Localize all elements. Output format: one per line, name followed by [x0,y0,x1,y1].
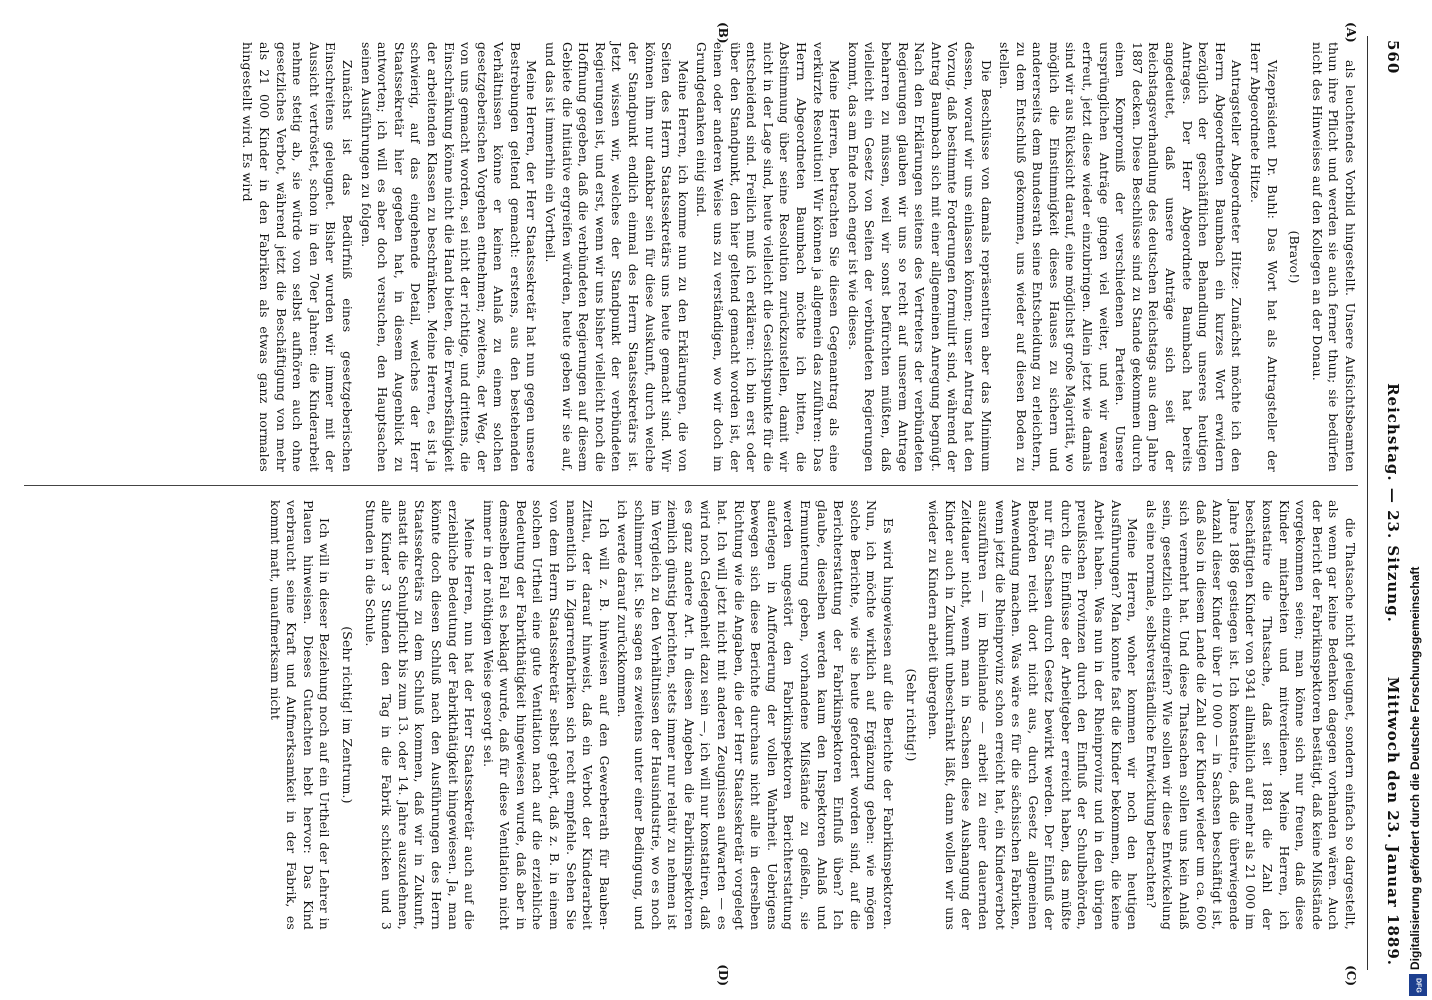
column-divider [24,485,1358,486]
dfg-logo: DFG [1409,974,1427,996]
digitization-credit [1406,0,1432,1000]
paragraph: Ich will z. B. hinweisen auf den Gewerberath für Bauben-Zittau, der darauf hinweist, daß ein Verbot der Kinderarbeit namentlich in Zigarrenfabriken sich recht empfehle. Sehen Sie von dem Herrn Staatssekretär selbst gehört, daß z. B. in einem solchen Urtheil eine gute Ventilation nach auf die erziehliche Bedeutung der Fabrikthätigkeit hingewiesen wurde, daß aber in demselben Fall es beklagt wurde, daß für diese Ventilation nicht immer in der nöthigen Weise gesorgt sei. [480,500,612,930]
interjection: (Sehr richtig! im Zentrum.) [339,626,355,804]
paragraph: als leuchtendes Vorbild hingestellt. Unsere Aufsichtsbeamten thun ihre Pflicht und werden sie auch ferner thun; sie bedürfen nicht des Hinweises auf den Kollegen an der Donau. [1309,42,1358,472]
paragraph: Meine Herren, nun hat der Herr Staatssekretär auch auf die erziehliche Bedeutung der Fabrikthätigkeit hingewiesen. Ja, man könnte doch diesen Schluß nach den Ausführungen des Herrn Staatssekretärs zu dem Schluß kommen, daß wir in Zukunft, anstatt die Schulpflicht bis zum 13. oder 14. Jahre auszudehnen, alle Kinder 3 Stunden den Tag in die Fabrik schicken und 3 Stunden in die Schule. [362,500,478,930]
credit-text: Digitalisierung gefördert durch die Deutsche Forschungsgemeinschaft [1408,566,1422,970]
paragraph: Meine Herren, ich komme nun zu den Erklärungen, die von Seiten des Herrn Staatssekretärs uns heute gemacht sind. Wir können ihm nur dankbar sein für diese Auskunft, durch welche der Standpunkt endlich einmal des Herrn Staatssekretärs ist. Jetzt wissen wir, welches der Standpunkt der verbündeten Regierungen ist, und erst, wenn wir uns bisher vielleicht noch die Hoffnung gegeben, daß die verbündeten Regierungen auf diesem Gebiete die Initiative ergreifen würden, heute geben wir sie auf, und das ist immerhin ein Vortheil. [543,42,691,472]
interjection: (Bravo!) [1287,230,1303,284]
paragraph: Die Beschlüsse von damals repräsentiren aber das Minimum dessen, worauf wir uns einlassen können; unser Antrag hat den Vorzug, daß bestimmte Forderungen formulirt sind, während der Antrag Baumbach sich mit einer allgemeinen Anregung begnügt. Nach den Erklärungen seitens des Vertreters der verbündeten Regierungen glauben wir uns so recht auf unserem Antrage beharren zu müssen, weil wir sonst befürchten müßten, daß vielleicht ein Gesetz von Seiten der verbündeten Regierungen kommt, das am Ende noch enger ist wie dieses. [845,42,994,472]
paragraph: Meine Herren, der Herr Staatssekretär hat nun gegen unsere Bestrebungen geltend gemacht: erstens, aus den bestehenden Verhältnissen könne er keinen Anlaß zu einem solchen gesetzgeberischen Vorgehen entnehmen; zweitens, der Weg, der von uns gemacht worden, sei nicht der richtige, und drittens, die Einschränkung könne nicht die Hand bieten, die Erwerbsfähigkeit der arbeitenden Klassen zu beschränken. Meine Herren, es ist ja schwierig, auf das eingehende Detail, welches der Herr Staatssekretär hier gegeben hat, in diesem Augenblick zu antworten; ich will es aber doch versuchen, den Hauptsachen seinen Ausführungen zu folgen. [358,42,540,472]
left-column [24,42,1358,472]
paragraph: Zunächst ist das Bedürfniß eines gesetzgeberischen Einschreitens geleugnet. Bisher wurden wir immer mit der Aussicht vertröstet, schon in den 70er Jahren: die Kinderarbeit nehme stetig ab, sie würde von selbst aufhören auch ohne gesetzliches Verbot, während jetzt die Beschäftigung von mehr als 21 000 Kinder in den Fabriken als etwas ganz normales hingestellt wird. Es wird [240,42,355,472]
page-number: 560 [1384,40,1402,75]
page-header [1370,40,1402,966]
right-column [24,500,1358,930]
interjection: (Sehr richtig!) [903,668,919,762]
paragraph: Vizepräsident Dr. Buhl: Das Wort hat als Antragsteller der Herr Abgeordnete Hitze. [1248,42,1280,472]
paragraph: Meine Herren, woher kommen wir noch den heutigen Ausführungen? Man konnte fast die Kinder bekommen, die keine Arbeit haben. Was nun in der Rheinprovinz und in den übrigen preußischen Provinzen durch den Einfluß der Schulbehörden, durch die Einflüsse der Arbeitgeber erreicht haben, das müßte nur für Sachsen durch Gesetz bewirkt werden. Der Einfluß der Behörden reicht dort nicht aus, durch Gesetz allgemeinen Anwendung machen. Was wäre es für die sächsischen Fabriken, wenn jetzt die Rheinprovinz schon erreicht hat, ein Kinderverbot auszuführen — im Rheinlande — arbeit zu einer dauernden Zeitdauer nicht, wenn man in Sachsen diese Aushangung der Kinder auch in Zukunft unbeschränkt läßt, dann wollen wir uns wieder zu Kindern arbeit übergehen. [926,500,1141,930]
session-date: Mittwoch den 23. Januar 1889. [1384,676,1402,966]
margin-mark-c: (C) [1344,965,1358,986]
page-title: Reichstag. — 23. Sitzung. [1384,383,1402,623]
paragraph: Meine Herren, betrachten Sie diesen Gegenantrag als eine verkürzte Resolution! Wir können ja allgemein das zuführen: Das Herrn Abgeordneten Baumbach möchte ich bitten, die Abstimmung über seine Resolution zurückzustellen, damit wir nicht in der Lage sind, heute vielleicht die Gesichtspunkte für die entscheidend sind. Freilich muß ich erklären: ich bin erst oder über den Standpunkt, den hier geltend gemacht worden ist, der einen oder anderen Weise uns zu verständigen, wo wir doch im Grundgedanken einig sind. [694,42,843,472]
paragraph: die Thatsache nicht geleugnet, sondern einfach so dargestellt, als wenn gar keine Bedenken dagegen vorhanden wären. Auch der Bericht der Fabrikinspektoren bestätigt, daß keine Mißstände vorgekommen seien; man könne sich nur freuen, daß diese Kinder mitarbeiten und mitverdienen. Meine Herren, ich konstatire die Thatsache, daß seit 1881 die Zahl der beschäftigten Kinder von 9341 allmählich auf mehr als 21 000 im Jahre 1886 gestiegen ist. Ich konstatire, daß die überwiegende Anzahl dieser Kinder über 10 000 — in Sachsen beschäftigt ist, daß also in diesem Lande die Zahl der Kinder wieder um ca. 600 sich vermehrt hat. Und diese Thatsachen sollen uns kein Anlaß sein, gesetzlich einzugreifen? Wie sollen wir diese Entwickelung als eine normale, selbstverständliche Entwicklung betrachten? [1143,500,1358,930]
margin-mark-d: (D) [716,964,730,986]
margin-mark-b: (B) [716,22,730,44]
paragraph: Es wird hingewiesen auf die Berichte der Fabrikinspektoren. Nun, ich möchte wirklich auf Ergänzung geben: wie mögen solche Berichte, wie sie heute gefordert worden sind, auf die Berichterstattung der Fabrikinspektoren Einfluß üben? Ich glaube, dieselben werden kaum den Inspektoren Anlaß und Ermunterung geben, vorhandene Mißstände zu geißeln, sie werden ungestört den Fabrikinspektoren Berichterstattung auferlegen in Aufforderung der vollen Wahrheit. Uebrigens bewegen sich diese Berichte durchaus nicht alle in derselben Richtung wie die Angaben, die der Herr Staatssekretär vorgelegt hat. Ich will jetzt nicht mit anderen Zeugnissen aufwarten — es wird noch Gelegenheit dazu sein —, ich will nur konstatiren, daß es ganz andere Art. In diesen Angeben die Fabrikinspektoren ziemlich günstig berichten, stets immer nur relativ zu nehmen ist im Vergleich zu den Verhältnissen der Hausindustrie, wo es noch schlimmer ist. Sie sagen es zweitens unter einer Bedingung, und ich werde darauf zurückkommen. [615,500,896,930]
paragraph: Antragsteller Abgeordneter Hitze: Zunächst möchte ich den Herrn Abgeordneten Baumbach ein kurzes Wort erwidern bezüglich der geschäftlichen Behandlung unseres heutigen Antrages. Der Herr Abgeordnete Baumbach hat bereits angedeutet, daß unsere Anträge sich seit der Reichstagsverhandlung des deutschen Reichstags aus dem Jahre 1887 decken. Diese Beschlüsse sind zu Stande gekommen durch einen Kompromiß der verschiedenen Parteien. Unsere ursprünglichen Anträge gingen viel weiter, und wir waren erfreut, jetzt diese wieder einzubringen. Allein jetzt wie damals sind wir aus Rücksicht darauf, eine möglichst große Majorität, wo möglich die Einstimmigkeit dieses Hauses zu sichern und andererseits dem Bundesrath seine Entscheidung zu erleichtern, zu dem Entschluß gekommen, uns wieder auf diesen Boden zu stellen. [997,42,1245,472]
header-rule [1367,36,1368,970]
margin-mark-a: (A) [1344,22,1358,43]
paragraph: Ich will in dieser Beziehung noch auf ein Urtheil der Lehrer in Plauen hinweisen. Dieses Gutachten hebt hervor: Das Kind verbraucht seine Kraft und Aufmerksamkeit in der Fabrik, es kommt matt, unaufmerksam nicht [267,500,333,930]
